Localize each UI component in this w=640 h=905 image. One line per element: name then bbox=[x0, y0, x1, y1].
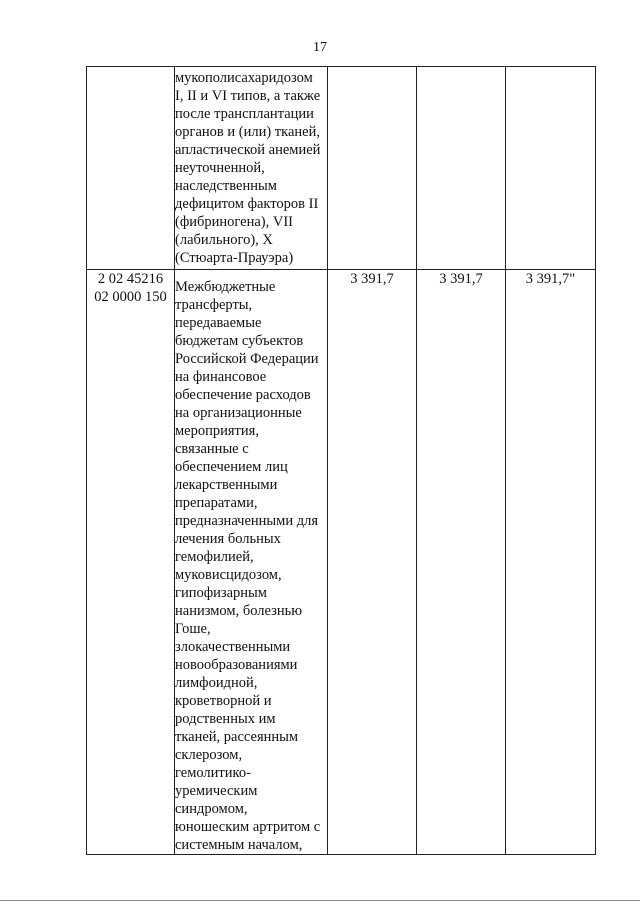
description-line: лечения больных bbox=[175, 531, 281, 547]
table-row bbox=[87, 270, 596, 855]
description-line: органов и (или) тканей, bbox=[175, 124, 320, 140]
description-line: (Стюарта-Прауэра) bbox=[175, 250, 294, 266]
description-line: Гоше, bbox=[175, 621, 211, 637]
description-line: обеспечение расходов bbox=[175, 387, 311, 403]
description-line: I, II и VI типов, а также bbox=[175, 88, 321, 104]
description-line: новообразованиями bbox=[175, 657, 298, 673]
description-cell bbox=[175, 67, 328, 270]
description-line: обеспечением лиц bbox=[175, 459, 288, 475]
budget-code-cell bbox=[87, 270, 175, 855]
description-line: мукополисахаридозом bbox=[175, 70, 313, 86]
description-line: гемофилией, bbox=[175, 549, 254, 565]
description-line: склерозом, bbox=[175, 747, 243, 763]
description-line: Межбюджетные bbox=[175, 279, 276, 295]
description-line: апластической анемией bbox=[175, 142, 321, 158]
description-line: кроветворной и bbox=[175, 693, 272, 709]
description-line: уремическим bbox=[175, 783, 258, 799]
description-line: мероприятия, bbox=[175, 423, 259, 439]
amount-cell-1: 3 391,7 bbox=[328, 270, 417, 855]
description-line: после трансплантации bbox=[175, 106, 314, 122]
amount-cell-2: 3 391,7 bbox=[417, 270, 506, 855]
page-bottom-rule bbox=[0, 900, 640, 901]
description-line: предназначенными для bbox=[175, 513, 319, 529]
budget-table bbox=[86, 66, 596, 855]
description-line: гемолитико- bbox=[175, 765, 251, 781]
description-line: муковисцидозом, bbox=[175, 567, 282, 583]
description-line: бюджетам субъектов bbox=[175, 333, 304, 349]
amount-cell-3 bbox=[506, 67, 596, 270]
description-line: препаратами, bbox=[175, 495, 258, 511]
description-line: синдромом, bbox=[175, 801, 248, 817]
description-line: трансферты, bbox=[175, 297, 253, 313]
description-line: наследственным bbox=[175, 178, 277, 194]
description-cell bbox=[175, 270, 328, 855]
amount-cell-1 bbox=[328, 67, 417, 270]
description-line: тканей, рассеянным bbox=[175, 729, 299, 745]
description-line: неуточненной, bbox=[175, 160, 265, 176]
description-line: родственных им bbox=[175, 711, 276, 727]
description-line: (лабильного), X bbox=[175, 232, 273, 248]
description-line: дефицитом факторов II bbox=[175, 196, 319, 212]
page-number: 17 bbox=[313, 40, 327, 55]
description-line: нанизмом, болезнью bbox=[175, 603, 303, 619]
budget-code-line: 02 0000 150 bbox=[94, 289, 167, 305]
description-line: лимфоидной, bbox=[175, 675, 258, 691]
description-line: (фибриногена), VII bbox=[175, 214, 293, 230]
description-line: злокачественными bbox=[175, 639, 291, 655]
description-line: лекарственными bbox=[175, 477, 278, 493]
amount-cell-3: 3 391,7" bbox=[506, 270, 596, 855]
table-row bbox=[87, 67, 596, 270]
description-line: связанные с bbox=[175, 441, 249, 457]
description-line: передаваемые bbox=[175, 315, 262, 331]
description-line: системным началом, bbox=[175, 837, 303, 853]
description-line: на организационные bbox=[175, 405, 302, 421]
description-line: гипофизарным bbox=[175, 585, 267, 601]
amount-cell-2 bbox=[417, 67, 506, 270]
description-line: Российской Федерации bbox=[175, 351, 319, 367]
budget-code-line: 2 02 45216 bbox=[97, 271, 164, 287]
description-line: на финансовое bbox=[175, 369, 267, 385]
budget-code-cell bbox=[87, 67, 175, 270]
description-line: юношеским артритом с bbox=[175, 819, 321, 835]
